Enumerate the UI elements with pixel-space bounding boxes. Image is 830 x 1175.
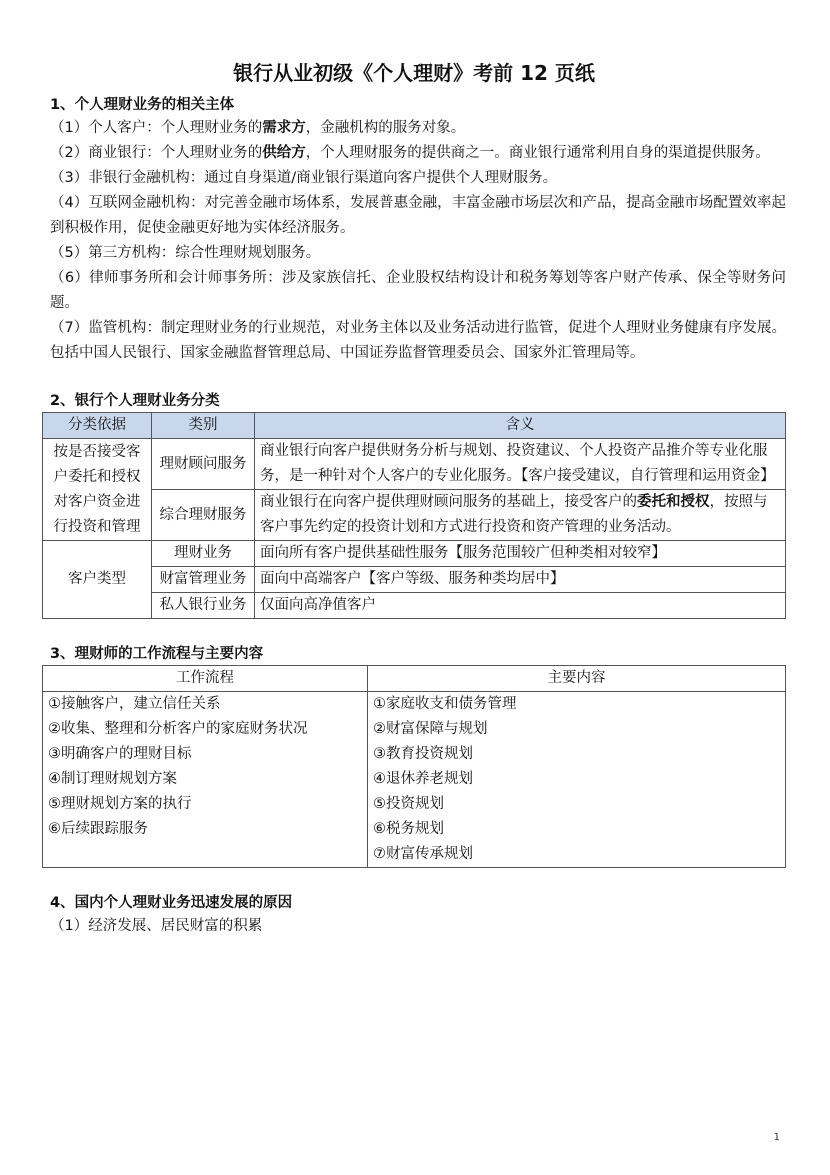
list-item: ①家庭收支和债务管理 bbox=[373, 696, 517, 712]
section-2-heading: 2、银行个人理财业务分类 bbox=[50, 393, 220, 409]
table-row bbox=[43, 439, 786, 490]
section-4-item: （1）经济发展、居民财富的积累 bbox=[50, 918, 263, 934]
classification-table bbox=[42, 412, 786, 619]
section-1-item: （2）商业银行：个人理财业务的供给方，个人理财服务的提供商之一。商业银行通常利用自身的渠道提供服务。 bbox=[50, 145, 770, 161]
list-item: ⑤投资规划 bbox=[373, 796, 444, 812]
list-item: ②收集、整理和分析客户的家庭财务状况 bbox=[48, 721, 308, 737]
list-item: ⑥税务规划 bbox=[373, 821, 444, 837]
list-item: ③教育投资规划 bbox=[373, 746, 473, 762]
table-header-cell: 含义 bbox=[255, 413, 786, 439]
meaning-cell: 商业银行向客户提供财务分析与规划、投资建议、个人投资产品推介等专业化服务，是一种针对个人客户的专业化服务。【客户接受建议，自行管理和运用资金】 bbox=[255, 439, 786, 490]
section-3 bbox=[42, 643, 786, 868]
meaning-cell: 仅面向高净值客户 bbox=[255, 593, 786, 619]
contents-cell bbox=[368, 692, 786, 868]
table-row bbox=[43, 692, 786, 868]
section-3-heading: 3、理财师的工作流程与主要内容 bbox=[50, 646, 264, 662]
table-row bbox=[43, 593, 786, 619]
table-header-cell: 主要内容 bbox=[368, 666, 786, 692]
table-header-row bbox=[43, 413, 786, 439]
section-1-item: （6）律师事务所和会计师事务所：涉及家族信托、企业股权结构设计和税务筹划等客户财产传承、保全等财务问题。 bbox=[50, 270, 786, 311]
table-header-cell: 类别 bbox=[152, 413, 255, 439]
section-1 bbox=[42, 94, 786, 366]
section-1-item: （1）个人客户：个人理财业务的需求方，金融机构的服务对象。 bbox=[50, 120, 466, 136]
list-item: ③明确客户的理财目标 bbox=[48, 746, 192, 762]
list-item: ②财富保障与规划 bbox=[373, 721, 488, 737]
list-item: ⑥后续跟踪服务 bbox=[48, 821, 148, 837]
meaning-cell: 面向中高端客户【客户等级、服务种类均居中】 bbox=[255, 567, 786, 593]
basis-cell: 客户类型 bbox=[43, 541, 152, 619]
table-header-cell: 分类依据 bbox=[43, 413, 152, 439]
category-cell: 私人银行业务 bbox=[152, 593, 255, 619]
list-item: ⑤理财规划方案的执行 bbox=[48, 796, 192, 812]
basis-cell: 按是否接受客户委托和授权对客户资金进行投资和管理 bbox=[43, 439, 152, 541]
page-number: 1 bbox=[773, 1132, 780, 1143]
workflow-cell bbox=[43, 692, 368, 868]
table-row bbox=[43, 567, 786, 593]
list-item: ④制订理财规划方案 bbox=[48, 771, 177, 787]
table-row bbox=[43, 490, 786, 541]
section-2 bbox=[42, 390, 786, 619]
category-cell: 理财业务 bbox=[152, 541, 255, 567]
workflow-table bbox=[42, 665, 786, 868]
section-1-heading: 1、个人理财业务的相关主体 bbox=[50, 97, 235, 113]
meaning-cell: 商业银行在向客户提供理财顾问服务的基础上，接受客户的委托和授权，按照与客户事先约定的投资计划和方式进行投资和资产管理的业务活动。 bbox=[255, 490, 786, 541]
table-header-cell: 工作流程 bbox=[43, 666, 368, 692]
list-item: ④退休养老规划 bbox=[373, 771, 473, 787]
list-item: ⑦财富传承规划 bbox=[373, 846, 473, 862]
section-4-heading: 4、国内个人理财业务迅速发展的原因 bbox=[50, 895, 293, 911]
section-4 bbox=[42, 892, 786, 939]
table-row bbox=[43, 541, 786, 567]
section-1-item: （5）第三方机构：综合性理财规划服务。 bbox=[50, 245, 321, 261]
section-1-item: （3）非银行金融机构：通过自身渠道/商业银行渠道向客户提供个人理财服务。 bbox=[50, 170, 558, 186]
category-cell: 综合理财服务 bbox=[152, 490, 255, 541]
section-1-item: （7）监管机构：制定理财业务的行业规范，对业务主体以及业务活动进行监管，促进个人理财业务健康有序发展。包括中国人民银行、国家金融监督管理总局、中国证券监督管理委员会、国家外汇管理局等。 bbox=[50, 320, 786, 361]
category-cell: 理财顾问服务 bbox=[152, 439, 255, 490]
category-cell: 财富管理业务 bbox=[152, 567, 255, 593]
meaning-cell: 面向所有客户提供基础性服务【服务范围较广但种类相对较窄】 bbox=[255, 541, 786, 567]
document-page bbox=[42, 58, 786, 939]
page-title: 银行从业初级《个人理财》考前 12 页纸 bbox=[233, 61, 595, 85]
list-item: ①接触客户，建立信任关系 bbox=[48, 696, 221, 712]
section-1-item: （4）互联网金融机构：对完善金融市场体系，发展普惠金融，丰富金融市场层次和产品，提高金融市场配置效率起到积极作用，促使金融更好地为实体经济服务。 bbox=[50, 195, 786, 236]
table-header-row bbox=[43, 666, 786, 692]
